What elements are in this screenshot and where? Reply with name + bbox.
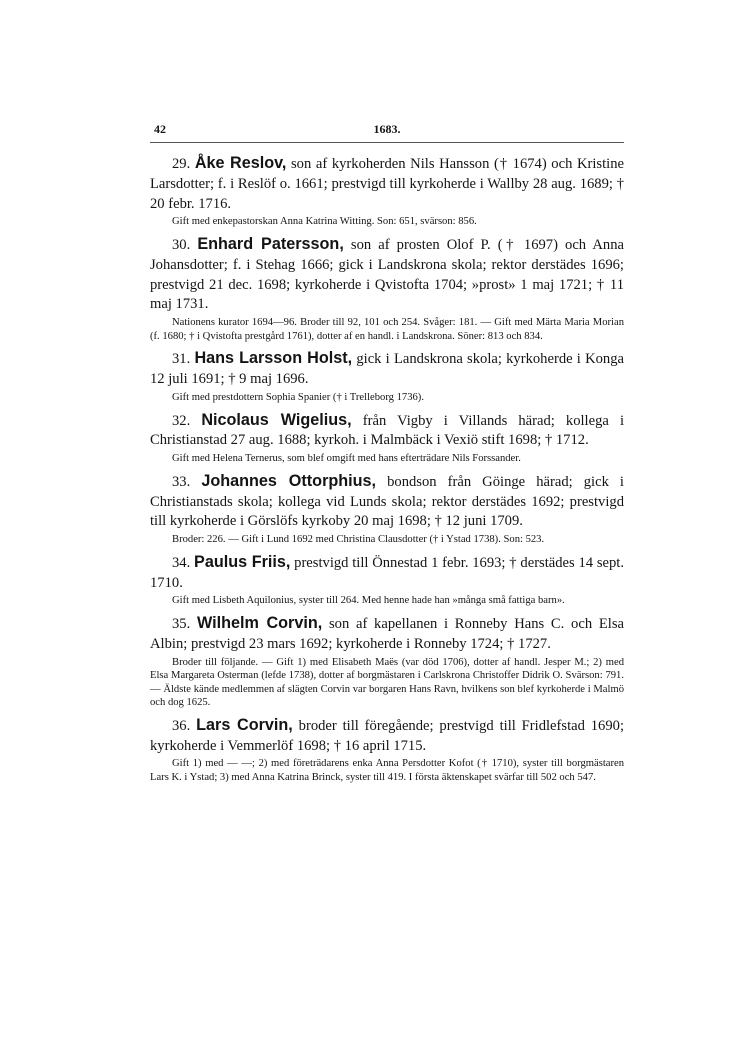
entry-30	[150, 235, 624, 343]
entry-body	[150, 716, 624, 757]
entry-body	[150, 349, 624, 390]
entry-note: Broder till följande. — Gift 1) med Elisabeth Maës (var död 1706), dotter af handl. Jesper M.; 2) med Elsa Margareta Osterman (lefde 1738), dotter af borgmästaren i Carlskrona Christoffer Didrik O. Svärson: 791. — Äldste kände medlemmen af slägten Corvin var borgaren Hans Ravn, hvilkens son blef kyrkoherde i Malmö och dog 1625.	[150, 656, 624, 709]
entry-number: 36.	[172, 717, 191, 734]
entry-text: gick i Landskrona skola; kyrkoherde i Konga 12 juli 1691; † 9 maj 1696.	[150, 351, 624, 388]
entry-text: son af kyrkoherden Nils Hansson († 1674) och Kristine Larsdotter; f. i Reslöf o. 1661; prestvigd till kyrkoherde i Wallby 28 aug. 1689; † 20 febr. 1716.	[150, 156, 624, 212]
entry-text: son af prosten Olof P. († 1697) och Anna Johansdotter; f. i Stehag 1666; gick i Landskrona skola; rektor derstädes 1696; prestvigd 21 dec. 1698; kyrkoherde i Qvistofta 1704; »prost» 1 maj 1721; † 11 maj 1731.	[150, 236, 624, 313]
entry-note: Gift med Helena Ternerus, som blef omgift med hans efterträdare Nils Forssander.	[172, 453, 521, 465]
entry-name: Nicolaus Wigelius,	[201, 410, 352, 429]
entry-body	[150, 411, 624, 452]
entry-33	[150, 472, 624, 547]
entry-note: Broder: 226. — Gift i Lund 1692 med Christina Clausdotter († i Ystad 1738). Son: 523.	[172, 534, 545, 546]
entry-number: 34.	[172, 554, 191, 571]
entry-32	[150, 411, 624, 466]
entry-body	[150, 614, 624, 655]
entry-body	[150, 235, 624, 315]
entry-text: prestvigd till Önnestad 1 febr. 1693; † derstädes 14 sept. 1710.	[150, 554, 624, 591]
entries	[150, 154, 624, 791]
entry-body	[150, 472, 624, 532]
entry-note: Gift med prestdottern Sophia Spanier († i Trelleborg 1736).	[172, 391, 424, 403]
entry-text: son af kapellanen i Ronneby Hans C. och Elsa Albin; prestvigd 23 mars 1692; kyrkoherde i Ronneby 1724; † 1727.	[150, 615, 624, 652]
entry-name: Wilhelm Corvin,	[196, 613, 323, 632]
entry-29	[150, 154, 624, 229]
header-rule	[150, 142, 624, 143]
entry-note: Gift med enkepastorskan Anna Katrina Witting. Son: 651, svärson: 856.	[172, 216, 477, 228]
running-year: 1683.	[373, 122, 401, 136]
entry-name: Hans Larsson Holst,	[194, 349, 353, 368]
entry-name: Lars Corvin,	[196, 715, 293, 734]
entry-body	[150, 553, 624, 594]
entry-body	[150, 154, 624, 214]
entry-text: bondson från Göinge härad; gick i Christianstads skola; kollega vid Lunds skola; rektor derstädes 1692; prestvigd till kyrkoherde i Görslöfs kyrkoby 20 maj 1698; † 12 juni 1709.	[150, 473, 624, 530]
entry-34	[150, 553, 624, 608]
entry-number: 31.	[172, 351, 191, 368]
entry-note: Gift 1) med — —; 2) med företrädarens enka Anna Persdotter Kofot († 1710), syster till borgmästaren Lars K. i Ystad; 3) med Anna Katrina Brinck, syster till 419. I första äktenskapet svärfar till 502 och 547.	[150, 758, 624, 784]
entry-text: från Vigby i Villands härad; kollega i Christianstad 27 aug. 1688; kyrkoh. i Malmbäck i Vexiö stift 1698; † 1712.	[150, 412, 624, 449]
entry-name: Paulus Friis,	[194, 552, 291, 571]
page-number: 42	[154, 122, 166, 136]
entry-number: 35.	[172, 615, 191, 632]
entry-text: broder till föregående; prestvigd till Fridlefstad 1690; kyrkoherde i Vemmerlöf 1698; † 16 april 1715.	[150, 717, 624, 754]
entry-name: Johannes Ottorphius,	[201, 471, 377, 490]
entry-35	[150, 614, 624, 710]
entry-number: 33.	[172, 473, 191, 490]
entry-name: Enhard Patersson,	[197, 234, 344, 253]
entry-note: Nationens kurator 1694—96. Broder till 92, 101 och 254. Svåger: 181. — Gift med Märta Maria Morian (f. 1680; † i Qvistofta prestgård 1761), dotter af en handl. i Landskrona. Söner: 813 och 834.	[150, 317, 624, 342]
entry-number: 29.	[172, 156, 191, 172]
entry-36	[150, 716, 624, 785]
entry-number: 32.	[172, 412, 191, 429]
entry-name: Åke Reslov,	[194, 154, 287, 172]
entry-note: Gift med Lisbeth Aquilonius, syster till 264. Med henne hade han »många små fattiga barn».	[172, 595, 565, 607]
entry-number: 30.	[172, 236, 191, 253]
entry-31	[150, 349, 624, 404]
